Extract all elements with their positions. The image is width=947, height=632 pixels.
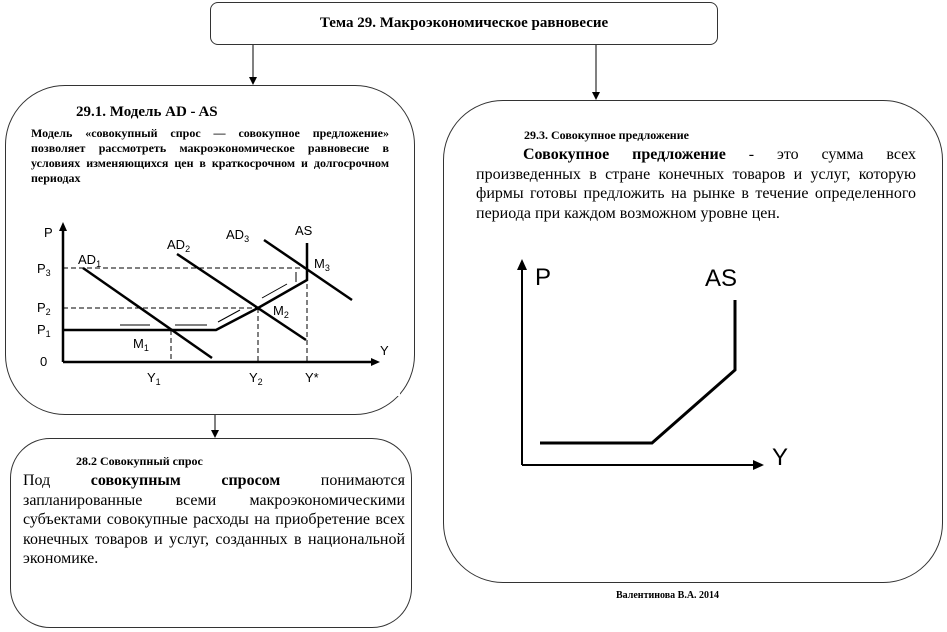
aggregate-demand-box	[10, 438, 412, 628]
definition: - это сумма всех произведенных в стране конечных товаров и услуг, которую фирмы готовы предложить на рынке в течение определенного периода при каждом возможном уровне цен.	[476, 146, 917, 222]
ad2-label: $AD_2$	[167, 237, 191, 254]
section-text: Под совокупным спросом понимаются запланированные всеми макроэкономическими субъектами совокупные расходы на приобретение всех конечных товаров и услуг, созданных в национальной экономике.	[23, 472, 405, 567]
p-axis-label: P	[44, 225, 53, 240]
definition: понимаются запланированные всеми макроэкономическими субъектами совокупные расходы на приобретение всех конечных товаров и услуг, созданных в национальной экономике.	[23, 472, 405, 567]
p3-label: $P_3$	[37, 261, 51, 278]
p1-label: $P_1$	[37, 322, 51, 339]
y1-label: $Y_1$	[147, 370, 161, 387]
p2-label: $P_2$	[37, 300, 51, 317]
section-heading: 29.1. Модель AD - AS	[76, 104, 218, 120]
ad1-label: $AD_1$	[78, 252, 102, 269]
m1-label: $M_1$	[133, 336, 149, 353]
as-curve	[540, 300, 735, 443]
as-label: AS	[295, 223, 313, 238]
topic-title: Тема 29. Макроэкономическое равновесие	[210, 2, 718, 45]
term: Совокупное предложение	[523, 146, 726, 163]
section-text: Модель «совокупный спрос — совокупное предложение» позволяет рассмотреть макроэкономическое равновесие в условиях изменяющихся цен в краткосрочном и долгосрочном периодах	[31, 126, 389, 185]
m3-label: $M_3$	[314, 256, 330, 273]
y-axis-label: Y	[380, 343, 389, 358]
term: совокупным спросом	[90, 472, 281, 489]
origin-label: 0	[40, 354, 48, 369]
section-heading: 29.3. Совокупное предложение	[524, 128, 689, 142]
section-heading: 28.2 Совокупный спрос	[76, 454, 203, 468]
ad3-label: $AD_3$	[226, 227, 250, 244]
ystar-label: Y*	[305, 370, 319, 385]
author-credit: Валентинова В.А. 2014	[616, 590, 720, 601]
p-axis-label: P	[535, 264, 552, 291]
y2-label: $Y_2$	[249, 370, 263, 387]
y-axis-label: Y	[772, 444, 789, 471]
m2-label: $M_2$	[273, 303, 289, 320]
as-label: AS	[705, 265, 738, 292]
